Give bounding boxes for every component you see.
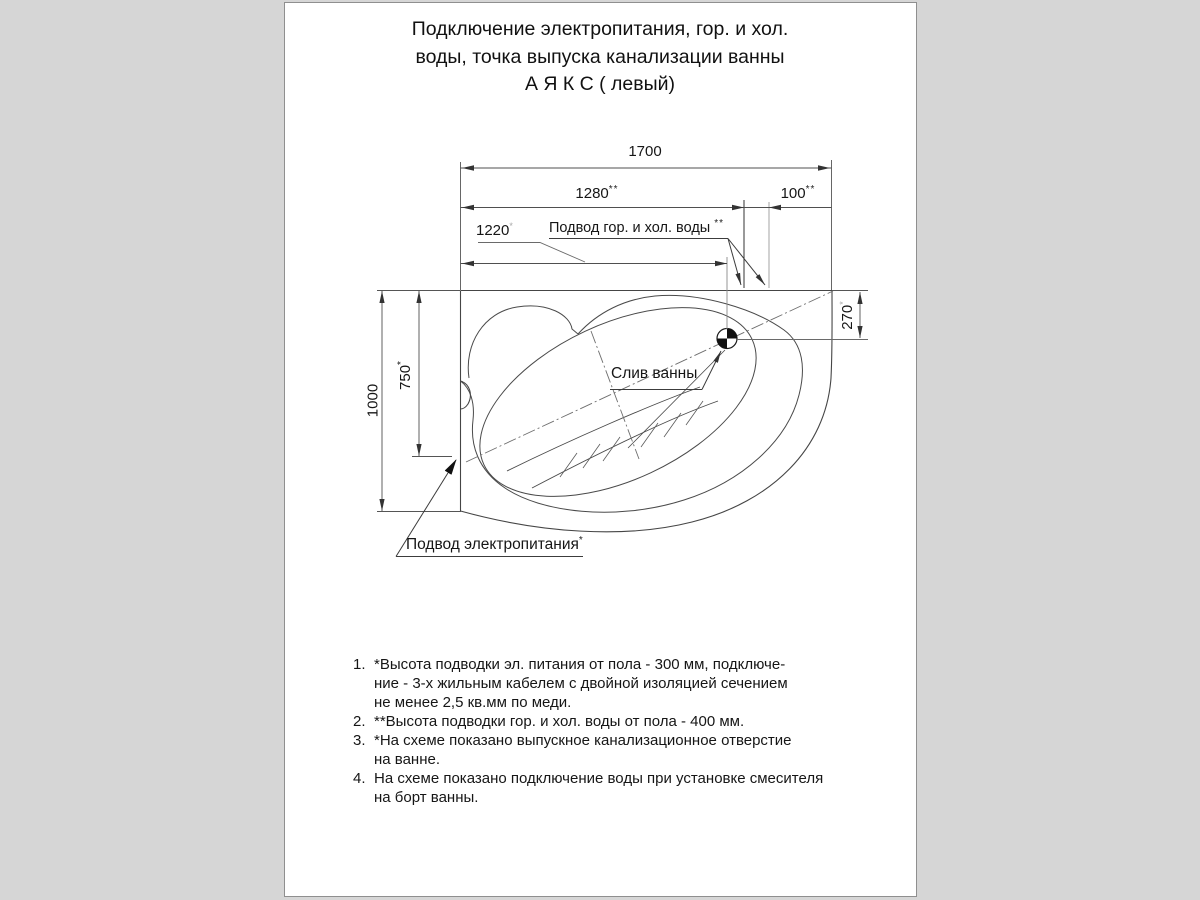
- note-3-cont: на ванне.: [374, 751, 441, 768]
- headrest-curve: [468, 306, 578, 378]
- note-2: 2. **Высота подводки гор. и хол. воды от пола - 400 мм.: [353, 713, 745, 730]
- page-title: [285, 16, 915, 99]
- label-water-supply: Подвод гор. и хол. воды **: [549, 218, 725, 236]
- dim-1220: 1220*: [476, 221, 514, 239]
- note-1: 1. *Высота подводки эл. питания от пола - 300 мм, подключе-: [353, 656, 786, 673]
- tub-interior-lines: [451, 269, 803, 535]
- tub-outer-contour: [461, 291, 833, 532]
- inner-rim-curve: [461, 295, 803, 512]
- title-line-1: Подключение электропитания, гор. и хол.: [411, 18, 789, 40]
- extension-lines: [377, 160, 868, 512]
- drain-symbol: [717, 329, 737, 349]
- notes-block: [353, 655, 898, 807]
- dim-1000: 1000: [364, 383, 382, 418]
- leader-lines: [396, 239, 765, 557]
- seat-line-2: [532, 401, 718, 488]
- dim-270: 270*: [838, 300, 856, 330]
- title-line-2: воды, точка выпуска канализации ванны: [415, 45, 785, 68]
- note-1-cont: ние - 3-х жильным кабелем с двойной изоляцией сечением: [374, 675, 788, 692]
- note-3: 3. *На схеме показано выпускное канализационное отверстие: [353, 732, 792, 749]
- note-1-cont: не менее 2,5 кв.мм по меди.: [374, 694, 572, 711]
- seat-line-1: [507, 387, 700, 471]
- title-line-3: А Я К С ( левый): [524, 73, 676, 95]
- dim-1280: 1280**: [575, 184, 619, 202]
- dim-1700: 1700: [628, 143, 662, 160]
- label-drain: Слив ванны: [611, 365, 698, 382]
- dim-100: 100**: [780, 184, 816, 202]
- note-4: 4. На схеме показано подключение воды при установке смесителя: [353, 770, 824, 787]
- note-4-cont: на борт ванны.: [374, 789, 479, 806]
- dim-750: 750*: [396, 360, 414, 390]
- label-electric: Подвод электропитания*: [406, 535, 584, 554]
